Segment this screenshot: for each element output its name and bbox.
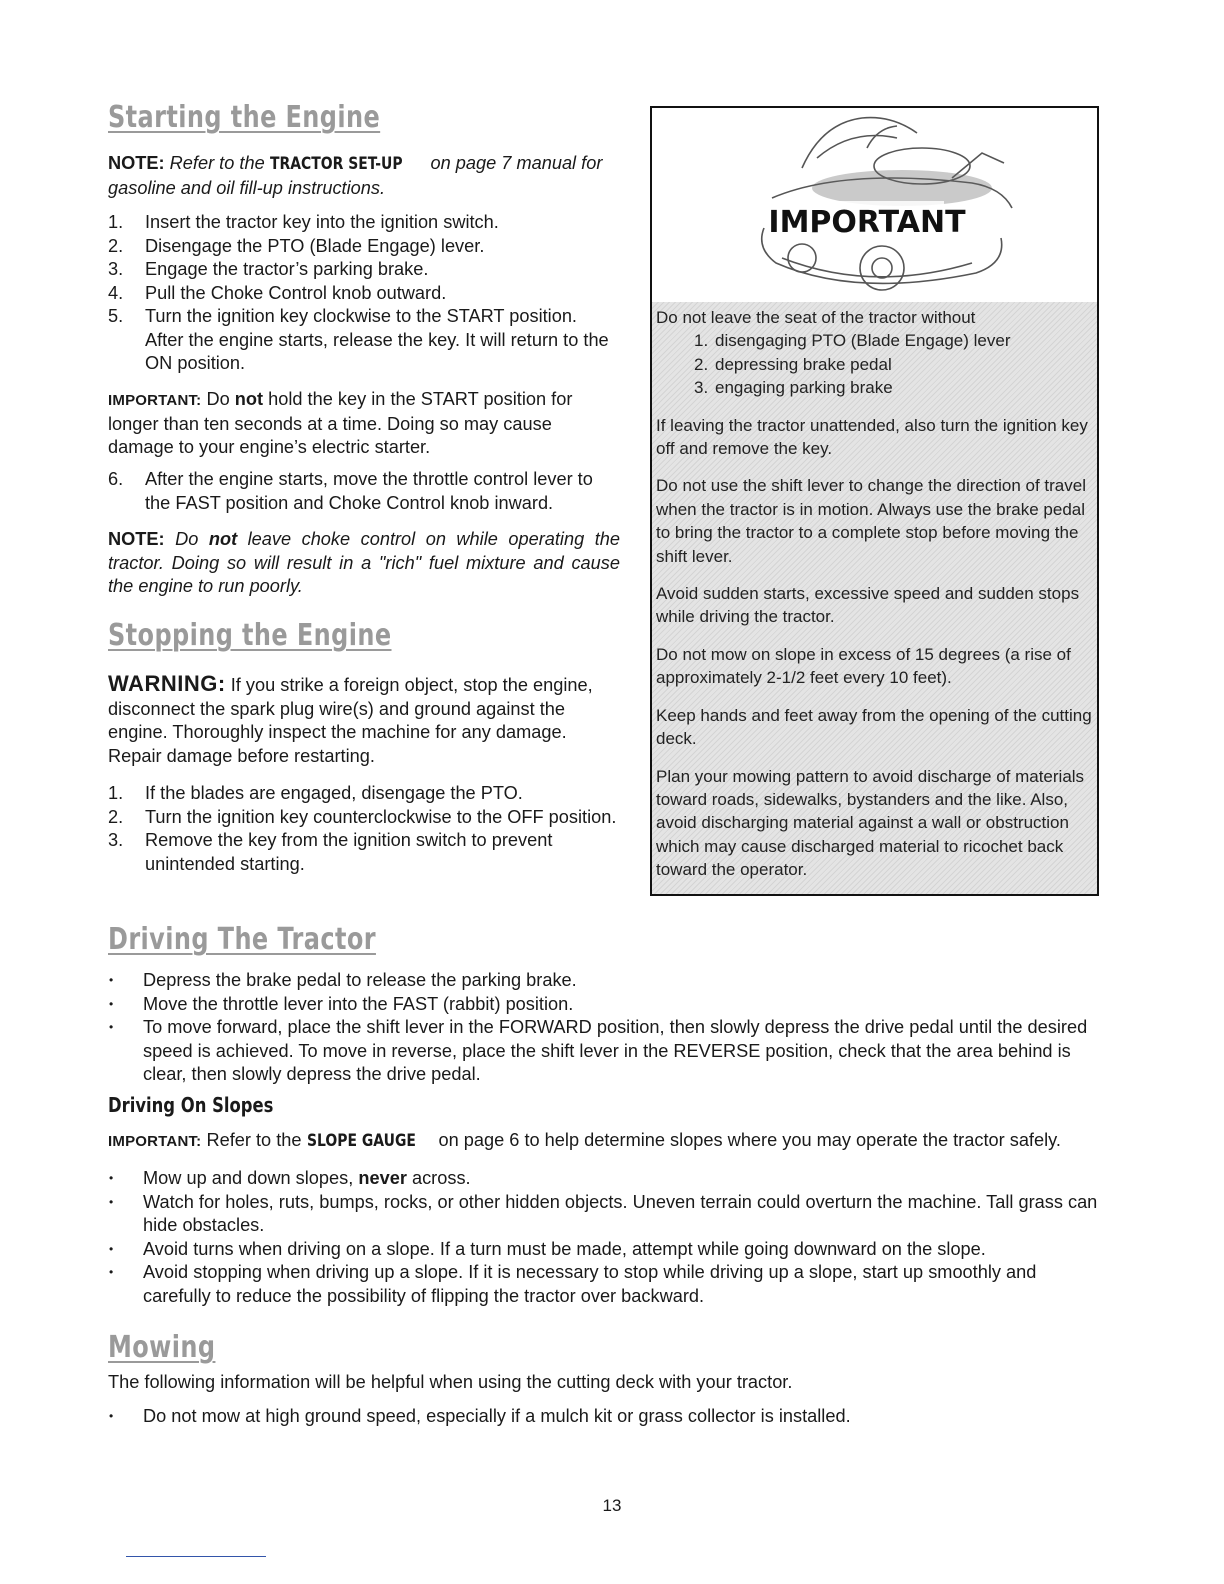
note-post: on page 7 manual for gasoline and oil fill-up instructions. xyxy=(108,153,603,198)
note-setup xyxy=(108,152,620,200)
mowing-bullets xyxy=(106,1405,1106,1429)
important-pre: Do xyxy=(206,389,230,409)
step-number: 3. xyxy=(108,830,124,850)
step-text: Pull the Choke Control knob outward. xyxy=(145,282,447,303)
page-number: 13 xyxy=(602,1496,622,1515)
important-post: on page 6 to help determine slopes where you may operate the tractor safely. xyxy=(438,1130,1061,1150)
list-item: • Depress the brake pedal to release the parking brake. xyxy=(106,969,1106,993)
driving-bullets xyxy=(106,969,1106,1087)
note-label: NOTE: xyxy=(108,153,165,173)
list-item xyxy=(108,468,618,515)
starting-steps xyxy=(108,211,618,376)
stopping-steps xyxy=(108,782,618,876)
important-intro: Do not leave the seat of the tractor without xyxy=(656,308,976,327)
list-item xyxy=(108,282,618,306)
list-item xyxy=(656,353,1092,376)
warning-note xyxy=(108,672,620,768)
list-item: • Do not mow at high ground speed, especially if a mulch kit or grass collector is installed. xyxy=(106,1405,1106,1429)
bullet-bold: never xyxy=(358,1168,407,1188)
step-number: 6. xyxy=(108,469,124,489)
section-title-driving: Driving The Tractor xyxy=(108,922,376,957)
note2-bold: not xyxy=(208,529,238,549)
important-heading: IMPORTANT xyxy=(768,205,966,240)
list-item xyxy=(108,782,618,806)
important-paragraph: Do not use the shift lever to change the direction of travel when the tractor is in motion. Always use the brake pedal to bring the tractor to a complete stop before moving the shift lever. xyxy=(656,476,1086,566)
list-item xyxy=(108,829,618,876)
bullet-post: across. xyxy=(411,1168,471,1188)
note-pre: Refer to the xyxy=(169,153,265,173)
important-text xyxy=(656,306,1092,896)
step-text: Remove the key from the ignition switch to prevent unintended starting. xyxy=(145,830,553,874)
important-paragraph: Keep hands and feet away from the opening of the cutting deck. xyxy=(656,705,1092,749)
list-item xyxy=(108,235,618,259)
important-paragraph: Avoid sudden starts, excessive speed and sudden stops while driving the tractor. xyxy=(656,584,1080,627)
list-item: • Avoid turns when driving on a slope. If a turn must be made, attempt while going downward on the slope. xyxy=(106,1238,1106,1262)
mowing-intro: The following information will be helpful when using the cutting deck with your tractor. xyxy=(108,1372,793,1392)
list-item: • Watch for holes, ruts, bumps, rocks, or other hidden objects. Uneven terrain could overturn the machine. Tall grass can hide obstacles. xyxy=(106,1191,1106,1238)
important-start-note xyxy=(108,388,620,460)
step-number: 4. xyxy=(108,282,124,303)
step-text: Turn the ignition key counterclockwise to the OFF position. xyxy=(145,806,617,827)
item-text: disengaging PTO (Blade Engage) lever xyxy=(715,331,1011,351)
step-number: 5. xyxy=(108,306,124,326)
note2-label: NOTE: xyxy=(108,529,165,549)
starting-step-6 xyxy=(108,468,618,515)
step-text: Insert the tractor key into the ignition switch. xyxy=(145,212,499,232)
important-paragraph: Plan your mowing pattern to avoid discharge of materials toward roads, sidewalks, bystanders and the like. Also, avoid discharging material against a wall or obstruction which may cause discharged material to ricochet back toward the operator. xyxy=(656,766,1085,880)
slopes-bullets xyxy=(106,1167,1106,1308)
slopes-title-wrap xyxy=(108,1093,310,1117)
section-title-stopping: Stopping the Engine xyxy=(108,618,392,653)
step-number: 1. xyxy=(108,783,124,803)
important-box xyxy=(650,106,1099,896)
note-choke xyxy=(108,528,620,599)
important-bold: not xyxy=(234,389,264,409)
list-item xyxy=(108,806,618,830)
item-number: 2. xyxy=(694,354,709,374)
list-item: • Move the throttle lever into the FAST (rabbit) position. xyxy=(106,993,1106,1017)
note2-pre: Do xyxy=(175,529,199,549)
step-number: 1. xyxy=(108,212,124,232)
note2-post: leave choke control on while operating the tractor. Doing so will result in a "rich" fuel mixture and cause the engine to run poorly. xyxy=(108,529,620,596)
list-item xyxy=(108,211,618,235)
list-item xyxy=(108,258,618,282)
step-number: 2. xyxy=(108,235,124,256)
note-ref: TRACTOR SET-UP xyxy=(269,154,403,174)
list-item xyxy=(656,376,1092,399)
step-text: Engage the tractor’s parking brake. xyxy=(145,259,429,279)
item-number: 3. xyxy=(694,378,709,398)
slopes-title: Driving On Slopes xyxy=(108,1093,274,1117)
important-list xyxy=(656,329,1092,399)
important-paragraph: If leaving the tractor unattended, also turn the ignition key off and remove the key. xyxy=(656,415,1088,459)
bullet-pre: Mow up and down slopes, xyxy=(143,1168,354,1188)
important-paragraph: Do not mow on slope in excess of 15 degrees (a rise of approximately 2-1/2 feet every 10 feet). xyxy=(656,644,1071,688)
slopes-important-note xyxy=(108,1129,1118,1154)
list-item xyxy=(108,305,618,376)
list-item: • Avoid stopping when driving up a slope. If it is necessary to stop while driving up a slope, start up smoothly and carefully to reduce the possibility of flipping the tractor over backward. xyxy=(106,1261,1106,1308)
footer-rule xyxy=(126,1556,266,1557)
tractor-illustration xyxy=(652,108,1097,302)
list-item: • To move forward, place the shift lever in the FORWARD position, then slowly depress the drive pedal until the desired speed is achieved. To move in reverse, place the shift lever in the REVERSE position, check that the area behind is clear, then slowly depress the drive pedal. xyxy=(106,1016,1106,1087)
item-number: 1. xyxy=(694,331,709,351)
important-label: IMPORTANT: xyxy=(108,1133,202,1150)
slope-gauge-ref: SLOPE GAUGE xyxy=(306,1131,416,1151)
list-item xyxy=(656,329,1092,352)
step-text: Disengage the PTO (Blade Engage) lever. xyxy=(145,235,485,256)
step-number: 2. xyxy=(108,806,124,827)
warning-label: WARNING: xyxy=(108,671,226,696)
section-title-mowing: Mowing xyxy=(108,1330,216,1365)
section-title-starting: Starting the Engine xyxy=(108,100,381,135)
important-pre: Refer to the xyxy=(206,1130,302,1150)
step-text: After the engine starts, move the throttle control lever to the FAST position and Choke Control knob inward. xyxy=(145,469,593,513)
step-text: If the blades are engaged, disengage the PTO. xyxy=(145,783,523,803)
important-label: IMPORTANT: xyxy=(108,392,202,409)
important-post: hold the key in the START position for longer than ten seconds at a time. Doing so may cause damage to your engine’s electric starter. xyxy=(108,389,573,457)
warning-text: If you strike a foreign object, stop the engine, disconnect the spark plug wire(s) and ground against the engine. Thoroughly inspect the machine for any damage. Repair damage before restarting. xyxy=(108,675,593,766)
step-text: Turn the ignition key clockwise to the START position. After the engine starts, release the key. It will return to the ON position. xyxy=(145,306,609,373)
item-text: depressing brake pedal xyxy=(715,354,892,374)
list-item xyxy=(106,1167,1106,1191)
step-number: 3. xyxy=(108,259,124,279)
item-text: engaging parking brake xyxy=(715,378,893,398)
